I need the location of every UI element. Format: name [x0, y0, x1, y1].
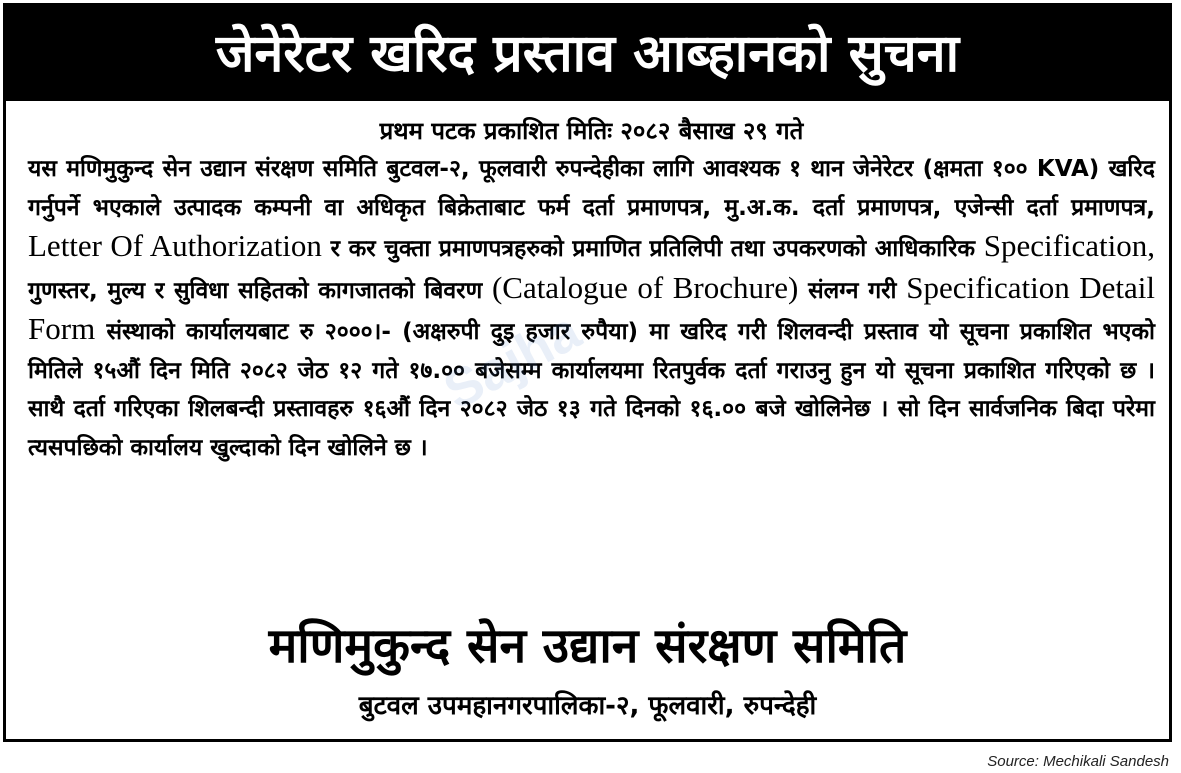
publish-date: प्रथम पटक प्रकाशित मितिः २०८२ बैसाख २९ गते	[379, 117, 804, 145]
body-latin-1: Letter Of Authorization	[28, 228, 322, 263]
notice-body	[28, 116, 1155, 467]
organization-name: मणिमुकुन्द सेन उद्यान संरक्षण समिति	[268, 618, 907, 674]
notice-title: जेनेरेटर खरिद प्रस्ताव आब्हानको सुचना	[215, 23, 960, 84]
body-text-3: गुणस्तर, मुल्य र सुविधा सहितको कागजातको बिवरण	[28, 277, 492, 304]
organization-address: बुटवल उपमहानगरपालिका-२, फूलवारी, रुपन्देही	[358, 691, 817, 721]
body-text-5: संस्थाको कार्यालयबाट रु २०००।- (अक्षरुपी दुइ हजार रुपैया) मा खरिद गरी शिलवन्दी प्रस्ताव यो सूचना प्रकाशित भएको मितिले १५औं दिन मिति २०८२ जेठ १२ गते १७.०० बजेसम्म कार्यालयमा रितपुर्वक दर्ता गराउनु हुन यो सूचना प्रकाशित गरिएको छ । साथै दर्ता गरिएका शिलबन्दी प्रस्तावहरु १६औं दिन २०८२ जेठ १३ गते दिनको १६.०० बजे खोलिनेछ । सो दिन सार्वजनिक बिदा परेमा त्यसपछिको कार्यालय खुल्दाको दिन खोलिने छ ।	[28, 319, 1155, 461]
body-latin-3: (Catalogue of Brochure)	[491, 269, 799, 305]
notice-paragraph	[28, 150, 1155, 467]
body-text-1: यस मणिमुकुन्द सेन उद्यान संरक्षण समिति बुटवल-२, फूलवारी रुपन्देहीका लागि आवश्यक १ थान जेनेरेटर (क्षमता १०० KVA) खरिद गर्नुपर्ने भएकाले उत्पादक कम्पनी वा अधिकृत बिक्रेताबाट फर्म दर्ता प्रमाणपत्र, मु.अ.क. दर्ता प्रमाणपत्र, एजेन्सी दर्ता प्रमाणपत्र,	[28, 156, 1155, 221]
body-latin-2: Specification,	[983, 228, 1156, 263]
source-credit: Source: Mechikali Sandesh	[987, 753, 1169, 770]
body-latin-4: Specification Detail Form	[28, 269, 1155, 346]
body-text-4: संलग्न गरी	[798, 277, 907, 304]
notice-box	[3, 3, 1172, 742]
notice-header	[6, 6, 1169, 101]
body-text-2: र कर चुक्ता प्रमाणपत्रहरुको प्रमाणित प्रतिलिपी तथा उपकरणको आधिकारिक	[321, 236, 984, 262]
